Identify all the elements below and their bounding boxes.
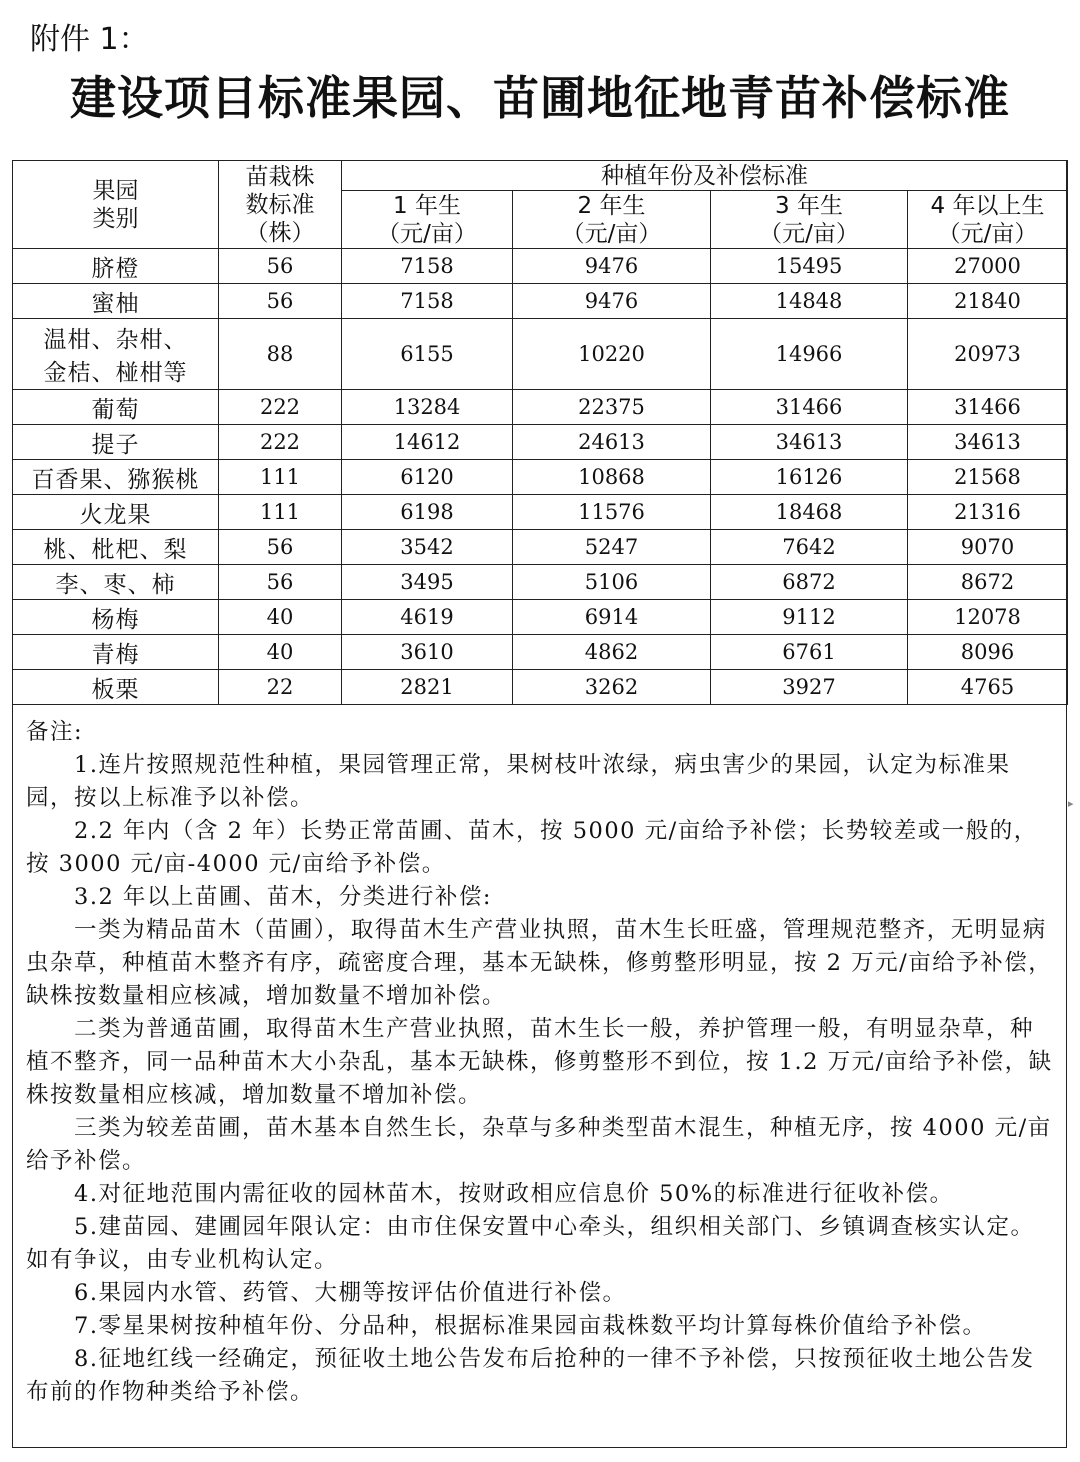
table-row bbox=[13, 670, 1068, 705]
row-name: 板栗 bbox=[13, 670, 219, 705]
row-year-4: 9070 bbox=[908, 530, 1068, 565]
row-year-2: 5247 bbox=[513, 530, 711, 565]
table-row bbox=[13, 319, 1068, 390]
row-year-1: 6198 bbox=[342, 495, 513, 530]
table-row bbox=[13, 460, 1068, 495]
note-item: 8.征地红线一经确定，预征收土地公告发布后抢种的一律不予补偿，只按预征收土地公告发布前的作物种类给予补偿。 bbox=[26, 1346, 1035, 1405]
row-year-1: 14612 bbox=[342, 425, 513, 460]
row-year-1: 4619 bbox=[342, 600, 513, 635]
note-item: 一类为精品苗木（苗圃），取得苗木生产营业执照，苗木生长旺盛，管理规范整齐，无明显病虫杂草，种植苗木整齐有序，疏密度合理，基本无缺株，修剪整形明显，按 2 万元/亩给予补偿，缺株按数量相应核减，增加数量不增加补偿。 bbox=[26, 917, 1053, 1009]
row-year-2: 22375 bbox=[513, 390, 711, 425]
row-year-4: 12078 bbox=[908, 600, 1068, 635]
table-row bbox=[13, 425, 1068, 460]
table-row bbox=[13, 530, 1068, 565]
table-row bbox=[13, 600, 1068, 635]
row-year-1: 3495 bbox=[342, 565, 513, 600]
row-year-2: 3262 bbox=[513, 670, 711, 705]
row-year-1: 6120 bbox=[342, 460, 513, 495]
row-year-3: 14966 bbox=[711, 319, 908, 390]
row-year-2: 10220 bbox=[513, 319, 711, 390]
row-year-4: 8096 bbox=[908, 635, 1068, 670]
note-item: 2.2 年内（含 2 年）长势正常苗圃、苗木，按 5000 元/亩给予补偿；长势较差或一般的，按 3000 元/亩-4000 元/亩给予补偿。 bbox=[26, 818, 1038, 877]
row-year-4: 21840 bbox=[908, 284, 1068, 319]
row-density: 222 bbox=[219, 390, 342, 425]
header-year-unit: （元/亩） bbox=[377, 220, 477, 247]
row-year-4: 21316 bbox=[908, 495, 1068, 530]
row-year-2: 4862 bbox=[513, 635, 711, 670]
row-year-3: 6872 bbox=[711, 565, 908, 600]
header-year-unit: （元/亩） bbox=[759, 220, 859, 247]
row-density: 40 bbox=[219, 635, 342, 670]
header-year-3 bbox=[711, 191, 908, 249]
row-density: 56 bbox=[219, 530, 342, 565]
note-item: 6.果园内水管、药管、大棚等按评估价值进行补偿。 bbox=[74, 1280, 627, 1306]
row-name-line: 温柑、杂柑、 bbox=[43, 327, 188, 353]
row-year-2: 9476 bbox=[513, 249, 711, 284]
row-year-4: 4765 bbox=[908, 670, 1068, 705]
row-name: 脐橙 bbox=[13, 249, 219, 284]
header-density bbox=[219, 161, 342, 249]
row-year-1: 7158 bbox=[342, 284, 513, 319]
note-item: 3.2 年以上苗圃、苗木，分类进行补偿: bbox=[74, 884, 493, 910]
row-density: 222 bbox=[219, 425, 342, 460]
header-year-label: 1 年生 bbox=[393, 192, 461, 219]
header-year-unit: （元/亩） bbox=[937, 220, 1038, 247]
row-density: 22 bbox=[219, 670, 342, 705]
row-name: 蜜柚 bbox=[13, 284, 219, 319]
row-density: 111 bbox=[219, 495, 342, 530]
row-density: 56 bbox=[219, 565, 342, 600]
row-year-3: 3927 bbox=[711, 670, 908, 705]
note-item: 1.连片按照规范性种植，果园管理正常，果树枝叶浓绿，病虫害少的果园，认定为标准果园，按以上标准予以补偿。 bbox=[26, 752, 1011, 811]
row-name bbox=[13, 319, 219, 390]
header-density-line: 数标准 bbox=[245, 191, 315, 218]
row-year-3: 15495 bbox=[711, 249, 908, 284]
header-category-line: 果园 bbox=[92, 177, 139, 204]
row-year-4: 20973 bbox=[908, 319, 1068, 390]
row-year-3: 7642 bbox=[711, 530, 908, 565]
header-density-line: （株） bbox=[245, 219, 315, 246]
note-item: 5.建苗园、建圃园年限认定：由市住保安置中心牵头，组织相关部门、乡镇调查核实认定。如有争议，由专业机构认定。 bbox=[26, 1214, 1035, 1273]
row-density: 56 bbox=[219, 249, 342, 284]
document-title: 建设项目标准果园、苗圃地征地青苗补偿标准 bbox=[70, 71, 1010, 125]
row-year-1: 3542 bbox=[342, 530, 513, 565]
row-density: 111 bbox=[219, 460, 342, 495]
row-name-line: 金桔、椪柑等 bbox=[43, 360, 188, 386]
header-category bbox=[13, 161, 219, 249]
header-category-line: 类别 bbox=[92, 205, 139, 232]
row-year-1: 3610 bbox=[342, 635, 513, 670]
header-year-label: 4 年以上生 bbox=[930, 192, 1045, 219]
row-year-2: 11576 bbox=[513, 495, 711, 530]
row-year-1: 13284 bbox=[342, 390, 513, 425]
row-year-4: 21568 bbox=[908, 460, 1068, 495]
row-name: 杨梅 bbox=[13, 600, 219, 635]
row-year-1: 7158 bbox=[342, 249, 513, 284]
row-year-4: 34613 bbox=[908, 425, 1068, 460]
row-name: 桃、枇杷、梨 bbox=[13, 530, 219, 565]
header-year-label: 2 年生 bbox=[577, 192, 646, 219]
table-row bbox=[13, 565, 1068, 600]
row-name: 百香果、猕猴桃 bbox=[13, 460, 219, 495]
header-year-unit: （元/亩） bbox=[561, 220, 662, 247]
notes-section bbox=[26, 716, 1056, 1409]
row-year-1: 2821 bbox=[342, 670, 513, 705]
row-year-3: 18468 bbox=[711, 495, 908, 530]
row-density: 88 bbox=[219, 319, 342, 390]
header-year-4 bbox=[908, 191, 1068, 249]
note-item: 4.对征地范围内需征收的园林苗木，按财政相应信息价 50%的标准进行征收补偿。 bbox=[74, 1181, 954, 1207]
note-item: 7.零星果树按种植年份、分品种，根据标准果园亩栽株数平均计算每株价值给予补偿。 bbox=[74, 1313, 987, 1339]
row-name: 青梅 bbox=[13, 635, 219, 670]
note-item: 三类为较差苗圃，苗木基本自然生长，杂草与多种类型苗木混生，种植无序，按 4000 元/亩给予补偿。 bbox=[26, 1115, 1052, 1174]
row-year-2: 10868 bbox=[513, 460, 711, 495]
row-name: 火龙果 bbox=[13, 495, 219, 530]
page-edge-marker-icon: ▸ bbox=[1068, 797, 1074, 810]
row-name: 李、枣、柿 bbox=[13, 565, 219, 600]
row-name: 提子 bbox=[13, 425, 219, 460]
header-year-2 bbox=[513, 191, 711, 249]
header-year-group: 种植年份及补偿标准 bbox=[342, 161, 1068, 191]
row-year-2: 6914 bbox=[513, 600, 711, 635]
row-year-3: 6761 bbox=[711, 635, 908, 670]
row-year-3: 34613 bbox=[711, 425, 908, 460]
row-name: 葡萄 bbox=[13, 390, 219, 425]
row-year-4: 31466 bbox=[908, 390, 1068, 425]
row-year-2: 5106 bbox=[513, 565, 711, 600]
notes-heading: 备注: bbox=[26, 719, 84, 745]
attachment-label: 附件 1： bbox=[30, 22, 149, 57]
row-year-1: 6155 bbox=[342, 319, 513, 390]
row-year-4: 27000 bbox=[908, 249, 1068, 284]
row-year-2: 9476 bbox=[513, 284, 711, 319]
compensation-table bbox=[12, 160, 1068, 705]
row-year-3: 31466 bbox=[711, 390, 908, 425]
row-year-4: 8672 bbox=[908, 565, 1068, 600]
table-row bbox=[13, 495, 1068, 530]
row-year-3: 14848 bbox=[711, 284, 908, 319]
row-year-3: 16126 bbox=[711, 460, 908, 495]
row-density: 56 bbox=[219, 284, 342, 319]
header-year-label: 3 年生 bbox=[775, 192, 843, 219]
header-density-line: 苗栽株 bbox=[245, 163, 315, 190]
note-item: 二类为普通苗圃，取得苗木生产营业执照，苗木生长一般，养护管理一般，有明显杂草，种植不整齐，同一品种苗木大小杂乱，基本无缺株，修剪整形不到位，按 1.2 万元/亩给予补偿，缺株按数量相应核减，增加数量不增加补偿。 bbox=[26, 1016, 1053, 1108]
table-row bbox=[13, 249, 1068, 284]
table-row bbox=[13, 284, 1068, 319]
row-year-3: 9112 bbox=[711, 600, 908, 635]
table-row bbox=[13, 390, 1068, 425]
table-row bbox=[13, 635, 1068, 670]
row-year-2: 24613 bbox=[513, 425, 711, 460]
header-year-1 bbox=[342, 191, 513, 249]
row-density: 40 bbox=[219, 600, 342, 635]
